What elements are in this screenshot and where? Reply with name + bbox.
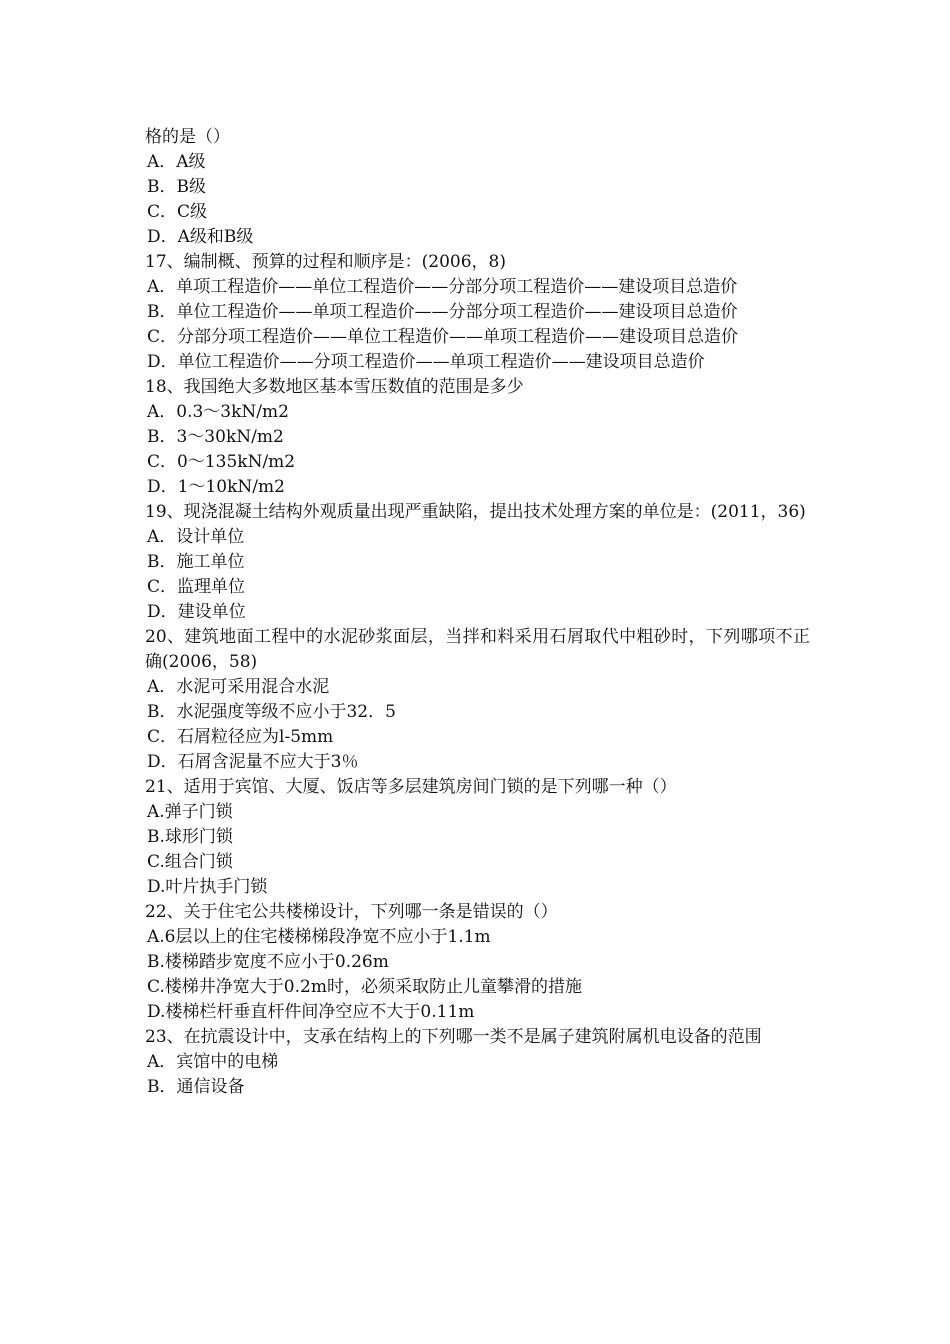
answer-option: D．单位工程造价——分项工程造价——单项工程造价——建设项目总造价 bbox=[147, 352, 705, 372]
answer-option: D．1～10kN/m2 bbox=[147, 477, 285, 497]
answer-option: B．B级 bbox=[147, 177, 206, 197]
answer-option: C.组合门锁 bbox=[147, 852, 233, 872]
answer-option: C．分部分项工程造价——单位工程造价——单项工程造价——建设项目总造价 bbox=[147, 327, 739, 347]
question-17: 17、编制概、预算的过程和顺序是：(2006，8) bbox=[145, 252, 506, 272]
question-23: 23、在抗震设计中，支承在结构上的下列哪一类不是属子建筑附属机电设备的范围 bbox=[145, 1027, 762, 1047]
answer-option: B．水泥强度等级不应小于32．5 bbox=[147, 702, 396, 722]
answer-option: C．C级 bbox=[147, 202, 208, 222]
answer-option: C．0～135kN/m2 bbox=[147, 452, 296, 472]
answer-option: B．施工单位 bbox=[147, 552, 245, 572]
answer-option: A．水泥可采用混合水泥 bbox=[147, 677, 330, 697]
answer-option: C.楼梯井净宽大于0.2m时，必须采取防止儿童攀滑的措施 bbox=[147, 977, 582, 997]
answer-option: B.球形门锁 bbox=[147, 827, 233, 847]
answer-option: B．通信设备 bbox=[147, 1077, 245, 1097]
document-body bbox=[145, 125, 810, 1100]
answer-option: D．石屑含泥量不应大于3％ bbox=[147, 752, 359, 772]
answer-option: B．3～30kN/m2 bbox=[147, 427, 284, 447]
answer-option: A．单项工程造价——单位工程造价——分部分项工程造价——建设项目总造价 bbox=[147, 277, 738, 297]
question-20: 20、建筑地面工程中的水泥砂浆面层，当拌和料采用石屑取代中粗砂时，下列哪项不正确(2006，58) bbox=[145, 627, 810, 672]
answer-option: B.楼梯踏步宽度不应小于0.26m bbox=[147, 952, 389, 972]
answer-option: A．A级 bbox=[147, 152, 206, 172]
answer-option: D．A级和B级 bbox=[147, 227, 254, 247]
text-line: 格的是（） bbox=[145, 127, 230, 147]
answer-option: A.6层以上的住宅楼梯梯段净宽不应小于1.1m bbox=[147, 927, 491, 947]
answer-option: C．石屑粒径应为l-5mm bbox=[147, 727, 334, 747]
answer-option: D．建设单位 bbox=[147, 602, 246, 622]
answer-option: A．设计单位 bbox=[147, 527, 245, 547]
question-21: 21、适用于宾馆、大厦、饭店等多层建筑房间门锁的是下列哪一种（） bbox=[145, 777, 677, 797]
answer-option: C．监理单位 bbox=[147, 577, 246, 597]
answer-option: B．单位工程造价——单项工程造价——分部分项工程造价——建设项目总造价 bbox=[147, 302, 738, 322]
answer-option: D.叶片执手门锁 bbox=[147, 877, 268, 897]
answer-option: A．宾馆中的电梯 bbox=[147, 1052, 279, 1072]
answer-option: D.楼梯栏杆垂直杆件间净空应不大于0.11m bbox=[147, 1002, 475, 1022]
question-19: 19、现浇混凝土结构外观质量出现严重缺陷，提出技术处理方案的单位是：(2011，36) bbox=[145, 502, 806, 522]
question-18: 18、我国绝大多数地区基本雪压数值的范围是多少 bbox=[145, 377, 524, 397]
answer-option: A．0.3～3kN/m2 bbox=[147, 402, 289, 422]
question-22: 22、关于住宅公共楼梯设计，下列哪一条是错误的（） bbox=[145, 902, 558, 922]
answer-option: A.弹子门锁 bbox=[147, 802, 233, 822]
